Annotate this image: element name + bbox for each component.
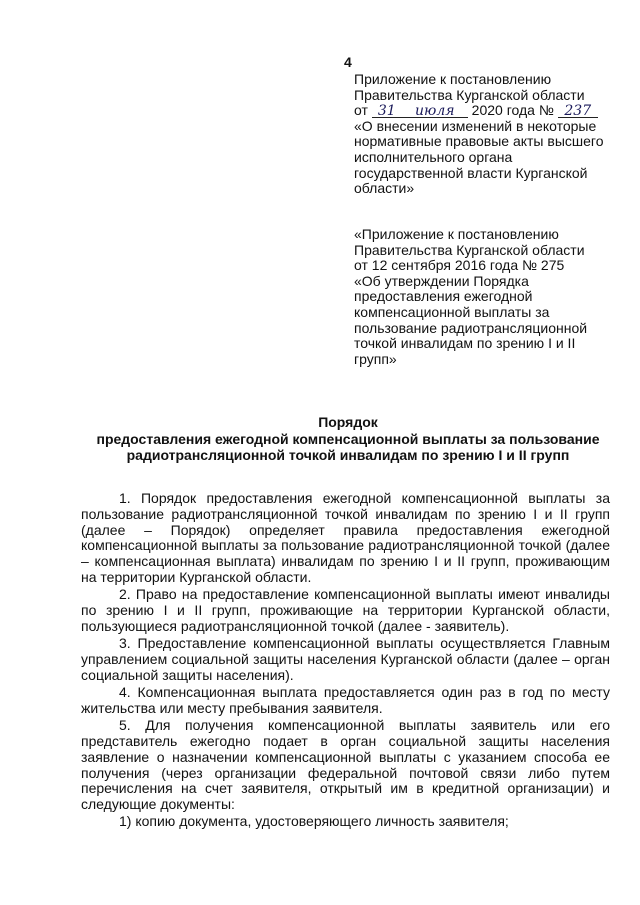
appendix-title-line: «О внесении изменений в некоторые [354,117,597,134]
appendix-line: «Приложение к постановлению [354,226,559,242]
document-subtitle-line: предоставления ежегодной компенсационной выплаты за пользование [96,430,600,447]
appendix-line: пользование радиотрансляционной [354,319,588,336]
appendix-header-current [354,72,640,197]
paragraph-5-item-1: 1) копию документа, удостоверяющего личность заявителя; [119,813,509,830]
document-heading: Порядок [318,414,378,430]
document-body [81,491,610,832]
document-title [72,414,624,464]
paragraph-4: 4. Компенсационная выплата предоставляется один раз в год по месту жительства или месту пребывания заявителя. [81,684,610,716]
appendix-line: точкой инвалидам по зрению I и II [354,335,576,352]
document-subtitle-line: радиотрансляционной точкой инвалидам по зрению I и II групп [126,447,570,463]
paragraph-1: 1. Порядок предоставления ежегодной компенсационной выплаты за пользование радиотрансляционной точкой инвалидам по зрению I и II групп (далее – Порядок) определяет правила предоставления ежегодной компенсационной выплаты за пользование радиотрансляционной точкой (далее – компенсационная выплата) инвалидам по зрению I и II групп, проживающим на территории Курганской области. [81,490,610,585]
appendix-line: от 12 сентября 2016 года № 275 [354,257,565,274]
appendix-title-line: исполнительного органа [354,148,513,165]
appendix-date-line [354,103,640,119]
page-number: 4 [344,54,352,70]
paragraph-2: 2. Право на предоставление компенсационной выплаты имеют инвалиды по зрению I и II групп, проживающие на территории Курганской области, пользующиеся радиотрансляционной точкой (далее - заявитель). [81,586,610,634]
appendix-title-line: нормативные правовые акты высшего [354,133,604,150]
handwritten-number: 237 [558,105,598,118]
appendix-line: Приложение к постановлению [354,71,552,87]
appendix-line: Правительства Курганской области [354,86,585,103]
appendix-header-original [354,227,640,367]
appendix-line: «Об утверждении Порядка [354,272,529,289]
appendix-line: Правительства Курганской области [354,241,585,258]
paragraph-5: 5. Для получения компенсационной выплаты заявитель или его представитель ежегодно подает в орган социальной защиты населения заявление о назначении компенсационной выплаты с указанием способа ее получения (через организации федеральной почтовой связи либо путем перечисления на счет заявителя, открытый им в кредитной организации) и следующие документы: [81,717,610,813]
date-year: 2020 года № [471,102,554,119]
handwritten-month: июля [402,105,468,118]
appendix-title-line: государственной власти Курганской [354,164,588,181]
appendix-line: предоставления ежегодной [354,288,533,305]
appendix-line: компенсационной выплаты за [354,303,550,320]
appendix-line: групп» [354,350,397,367]
date-prefix: от [354,102,368,119]
handwritten-day: 31 [372,105,402,118]
paragraph-3: 3. Предоставление компенсационной выплаты осуществляется Главным управлением социальной защиты населения Курганской области (далее – орган социальной защиты населения). [81,635,610,683]
appendix-title-line: области» [354,180,415,197]
